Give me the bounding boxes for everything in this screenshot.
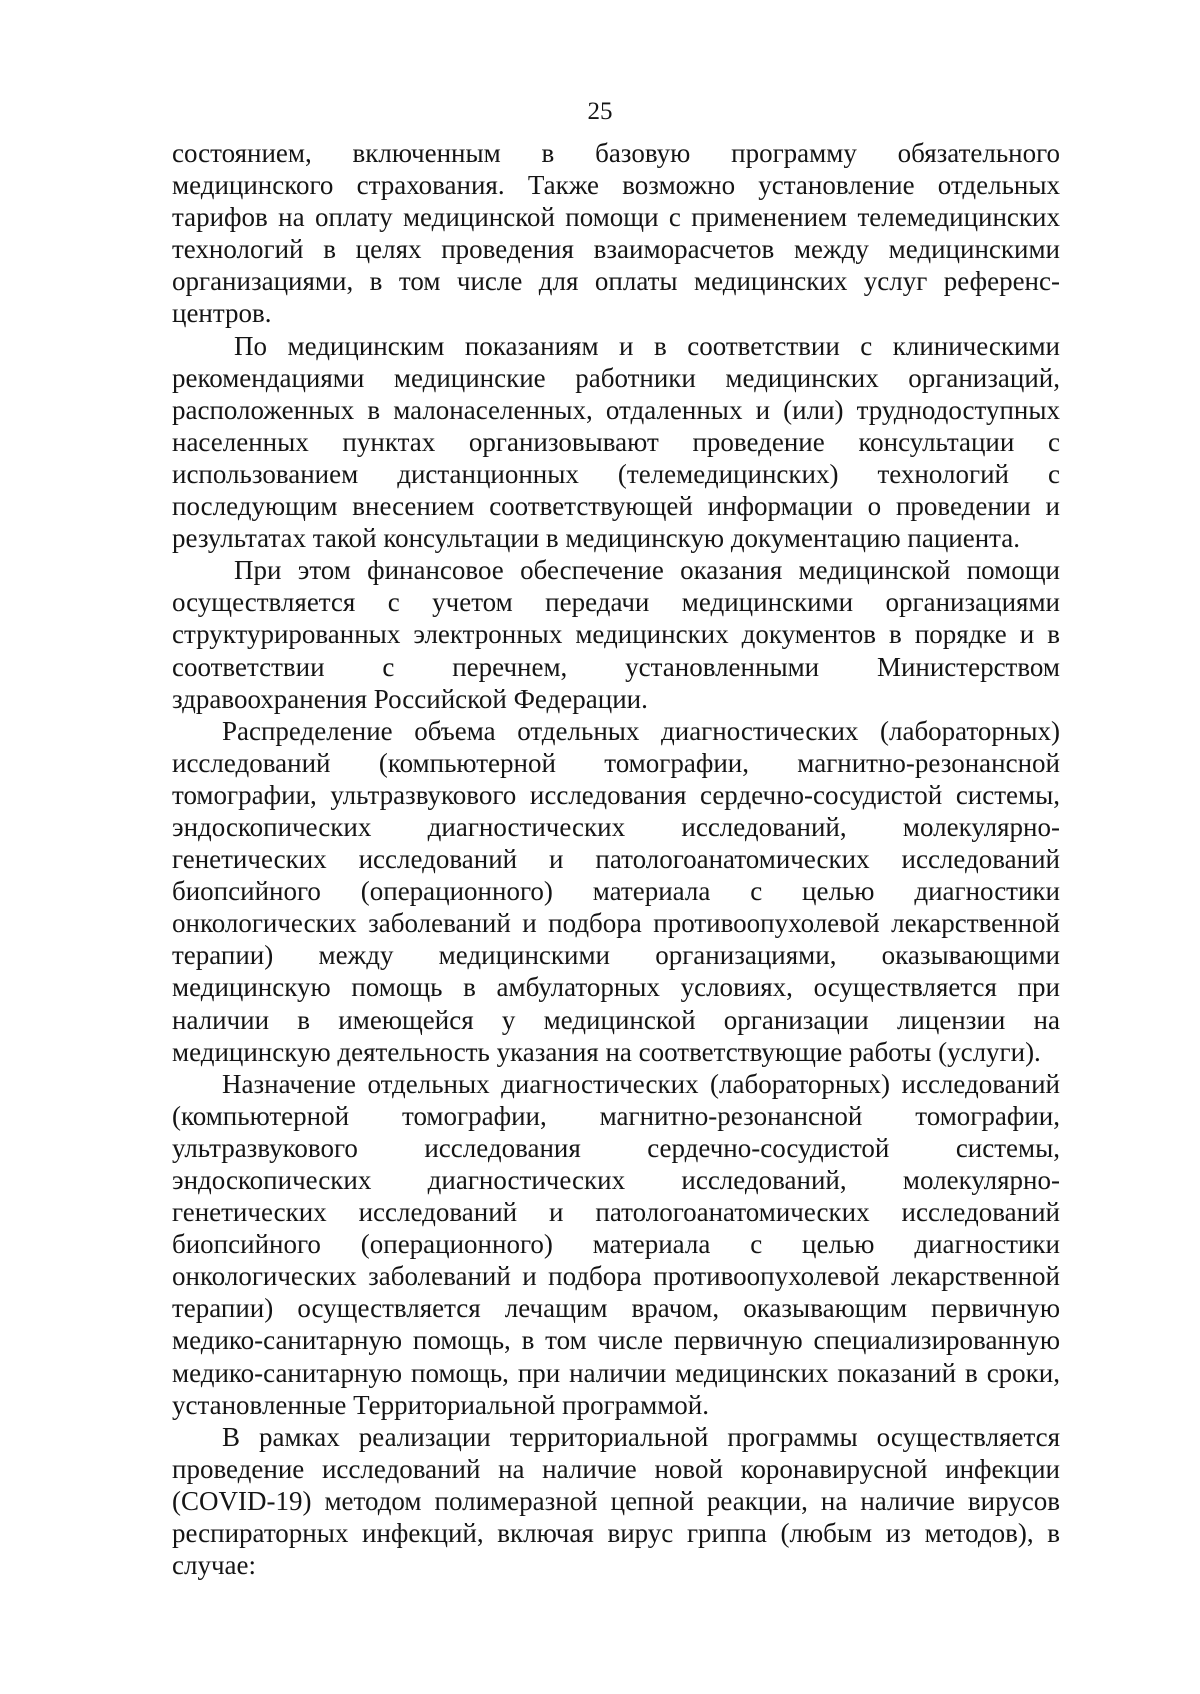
text-line: использованием дистанционных (телемедицинских) технологий с [172,458,1060,489]
text-line: генетических исследований и патологоанатомических исследований [172,844,1060,875]
text-line: медико-санитарную помощь, в том числе первичную специализированную [172,1325,1060,1356]
text-line: исследований (компьютерной томографии, магнитно-резонансной [172,747,1060,778]
text-line: эндоскопических диагностических исследований, молекулярно- [172,811,1060,842]
text-line: генетических исследований и патологоанатомических исследований [172,1197,1060,1228]
text-line: расположенных в малонаселенных, отдаленных и (или) труднодоступных [172,394,1060,425]
text-line: центров. [172,298,272,329]
text-line: населенных пунктах организовывают проведение консультации с [172,426,1060,457]
text-line: организациями, в том числе для оплаты медицинских услуг референс- [172,266,1060,297]
page-number: 25 [587,98,613,125]
paragraph [172,1421,1060,1581]
text-line: Назначение отдельных диагностических (лабораторных) исследований [222,1068,1060,1099]
text-line: медицинского страхования. Также возможно установление отдельных [172,170,1060,201]
text-line: установленные Территориальной программой. [172,1389,709,1420]
text-line: биопсийного (операционного) материала с целью диагностики [172,1229,1060,1260]
text-line: Распределение объема отдельных диагностических (лабораторных) [222,715,1060,746]
text-line: медицинскую деятельность указания на соответствующие работы (услуги). [172,1036,1041,1067]
text-line: случае: [172,1550,257,1581]
text-line: тарифов на оплату медицинской помощи с применением телемедицинских [172,202,1060,233]
text-line: рекомендациями медицинские работники медицинских организаций, [172,362,1060,393]
text-line: ультразвукового исследования сердечно-сосудистой системы, [172,1132,1060,1163]
text-line: соответствии с перечнем, установленными Министерством [172,651,1060,682]
text-line: состоянием, включенным в базовую программу обязательного [172,138,1060,168]
text-line: осуществляется с учетом передачи медицинскими организациями [172,587,1060,618]
paragraph [172,1068,1060,1421]
paragraph [172,137,1060,330]
text-line: технологий в целях проведения взаиморасчетов между медицинскими [172,234,1060,265]
text-line: респираторных инфекций, включая вирус гриппа (любым из методов), в [172,1518,1060,1549]
text-line: терапии) между медицинскими организациями, оказывающими [172,940,1060,971]
text-line: здравоохранения Российской Федерации. [172,683,648,714]
text-line: томографии, ультразвукового исследования сердечно-сосудистой системы, [172,779,1060,810]
text-line: В рамках реализации территориальной программы осуществляется [222,1421,1060,1452]
text-line: По медицинским показаниям и в соответствии с клиническими [234,330,1060,361]
paragraph [172,715,1060,1068]
text-line: онкологических заболеваний и подбора противоопухолевой лекарственной [172,908,1060,939]
document-body [172,137,1060,1581]
paragraph [172,554,1060,714]
text-line: При этом финансовое обеспечение оказания медицинской помощи [234,555,1060,586]
text-line: онкологических заболеваний и подбора противоопухолевой лекарственной [172,1261,1060,1292]
text-line: структурированных электронных медицинских документов в порядке и в [172,619,1060,650]
text-line: результатах такой консультации в медицинскую документацию пациента. [172,523,1021,554]
paragraph [172,330,1060,555]
text-line: последующим внесением соответствующей информации о проведении и [172,491,1060,522]
text-line: эндоскопических диагностических исследований, молекулярно- [172,1165,1060,1195]
text-line: проведение исследований на наличие новой коронавирусной инфекции [172,1453,1060,1484]
text-line: (COVID-19) методом полимеразной цепной реакции, на наличие вирусов [172,1485,1060,1516]
text-line: (компьютерной томографии, магнитно-резонансной томографии, [172,1100,1060,1131]
text-line: медико-санитарную помощь, при наличии медицинских показаний в сроки, [172,1357,1060,1388]
text-line: биопсийного (операционного) материала с целью диагностики [172,876,1060,907]
text-line: наличии в имеющейся у медицинской организации лицензии на [172,1004,1060,1035]
text-line: медицинскую помощь в амбулаторных условиях, осуществляется при [172,972,1060,1003]
text-line: терапии) осуществляется лечащим врачом, оказывающим первичную [172,1293,1060,1324]
